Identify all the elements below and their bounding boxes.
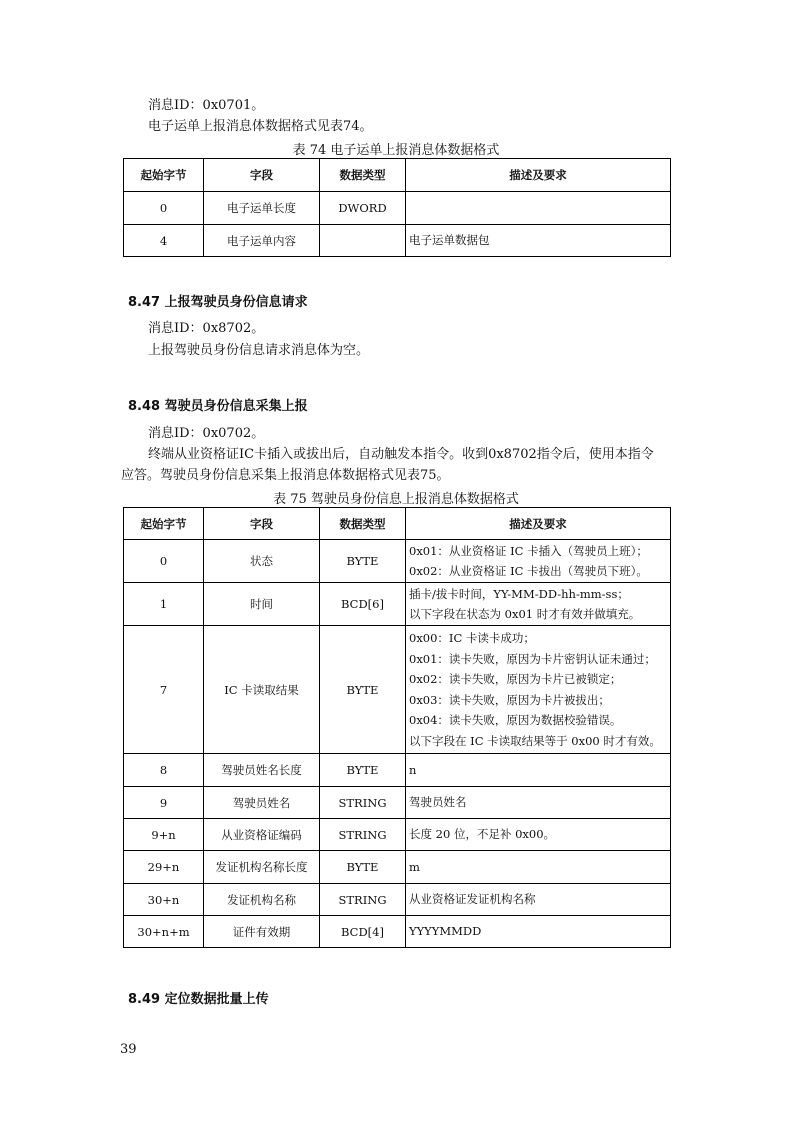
table-75-caption: 表 75 驾驶员身份信息上报消息体数据格式: [273, 492, 519, 507]
table-row: [124, 916, 671, 948]
cell-desc: 电子运单数据包: [406, 225, 671, 257]
cell-field: 发证机构名称: [204, 884, 320, 916]
cell-start: 29+n: [124, 851, 204, 884]
cell-field: 电子运单长度: [204, 192, 320, 225]
table-75-header: 数据类型: [320, 508, 406, 540]
table-row: [124, 754, 671, 787]
cell-start: 7: [124, 626, 204, 754]
cell-field: 发证机构名称长度: [204, 851, 320, 884]
cell-desc: 从业资格证发证机构名称: [406, 884, 671, 916]
desc-line: 以下字段在状态为 0x01 时才有效并做填充。: [409, 607, 641, 621]
cell-desc: [406, 192, 671, 225]
table-75-header: 起始字节: [124, 508, 204, 540]
waybill-desc: 电子运单上报消息体数据格式见表74。: [148, 119, 373, 134]
msgid-0701: 消息ID：0x0701。: [148, 98, 265, 113]
cell-type: BYTE: [320, 540, 406, 583]
msgid-8702: 消息ID：0x8702。: [148, 321, 265, 336]
table-row: [124, 192, 671, 225]
desc-line: 0x03：读卡失败，原因为卡片被拔出；: [409, 692, 610, 707]
table-row: [124, 884, 671, 916]
cell-start: 0: [124, 192, 204, 225]
table-row: [124, 225, 671, 257]
table-row: [124, 626, 671, 754]
table-row: [124, 787, 671, 819]
section-8-49-heading: 8.49 定位数据批量上传: [128, 992, 269, 1007]
cell-type: BCD[6]: [320, 583, 406, 626]
desc-line: 0x02：从业资格证 IC 卡拔出（驾驶员下班）。: [409, 564, 648, 578]
table-row: [124, 851, 671, 884]
section-8-47-heading: 8.47 上报驾驶员身份信息请求: [128, 295, 308, 310]
cell-type: [320, 225, 406, 257]
cell-start: 30+n: [124, 884, 204, 916]
cell-desc: m: [406, 851, 671, 884]
table-74-header: 起始字节: [124, 159, 204, 192]
table-74-header: 字段: [204, 159, 320, 192]
table-row: [124, 540, 671, 583]
cell-desc: [406, 583, 671, 626]
driver-desc-line1: 终端从业资格证IC卡插入或拔出后，自动触发本指令。收到0x8702指令后，使用本指令: [148, 447, 654, 462]
cell-field: 从业资格证编码: [204, 819, 320, 851]
cell-field: 驾驶员姓名: [204, 787, 320, 819]
cell-type: STRING: [320, 884, 406, 916]
desc-line: 0x04：读卡失败，原因为数据校验错误。: [409, 713, 622, 727]
section-8-48-heading: 8.48 驾驶员身份信息采集上报: [128, 399, 308, 414]
cell-desc: [406, 626, 671, 754]
msgid-0702: 消息ID：0x0702。: [148, 426, 265, 441]
desc-line: 0x01：读卡失败，原因为卡片密钥认证未通过；: [409, 651, 656, 666]
cell-type: STRING: [320, 787, 406, 819]
cell-type: STRING: [320, 819, 406, 851]
desc-line: 0x01：从业资格证 IC 卡插入（驾驶员上班）；: [409, 543, 648, 558]
table-75-header: 字段: [204, 508, 320, 540]
table-74-header: 描述及要求: [406, 159, 671, 192]
table-74-caption: 表 74 电子运单上报消息体数据格式: [292, 143, 500, 158]
cell-field: 电子运单内容: [204, 225, 320, 257]
cell-type: BYTE: [320, 626, 406, 754]
table-74-header: 数据类型: [320, 159, 406, 192]
cell-desc: 驾驶员姓名: [406, 787, 671, 819]
cell-field: 状态: [204, 540, 320, 583]
cell-start: 9: [124, 787, 204, 819]
cell-type: DWORD: [320, 192, 406, 225]
cell-field: 驾驶员姓名长度: [204, 754, 320, 787]
desc-line: 插卡/拔卡时间，YY-MM-DD-hh-mm-ss；: [409, 586, 629, 601]
cell-start: 1: [124, 583, 204, 626]
cell-start: 0: [124, 540, 204, 583]
cell-desc: n: [406, 754, 671, 787]
driver-desc-line2: 应答。驾驶员身份信息采集上报消息体数据格式见表75。: [121, 468, 450, 483]
cell-field: IC 卡读取结果: [204, 626, 320, 754]
cell-start: 8: [124, 754, 204, 787]
cell-start: 9+n: [124, 819, 204, 851]
cell-type: BYTE: [320, 754, 406, 787]
request-desc: 上报驾驶员身份信息请求消息体为空。: [148, 343, 370, 358]
cell-desc: YYYYMMDD: [406, 916, 671, 948]
cell-field: 证件有效期: [204, 916, 320, 948]
cell-type: BCD[4]: [320, 916, 406, 948]
table-row: [124, 819, 671, 851]
cell-desc: 长度 20 位，不足补 0x00。: [406, 819, 671, 851]
cell-type: BYTE: [320, 851, 406, 884]
desc-line: 0x00：IC 卡读卡成功；: [409, 631, 535, 645]
table-75-header: 描述及要求: [406, 508, 671, 540]
cell-field: 时间: [204, 583, 320, 626]
desc-line: 0x02：读卡失败，原因为卡片已被锁定；: [409, 672, 622, 686]
table-75: [123, 507, 671, 948]
cell-start: 4: [124, 225, 204, 257]
cell-desc: [406, 540, 671, 583]
table-row: [124, 583, 671, 626]
desc-line: 以下字段在 IC 卡读取结果等于 0x00 时才有效。: [409, 733, 661, 748]
page-number: 39: [120, 1042, 137, 1057]
table-74: [123, 158, 671, 257]
cell-start: 30+n+m: [124, 916, 204, 948]
